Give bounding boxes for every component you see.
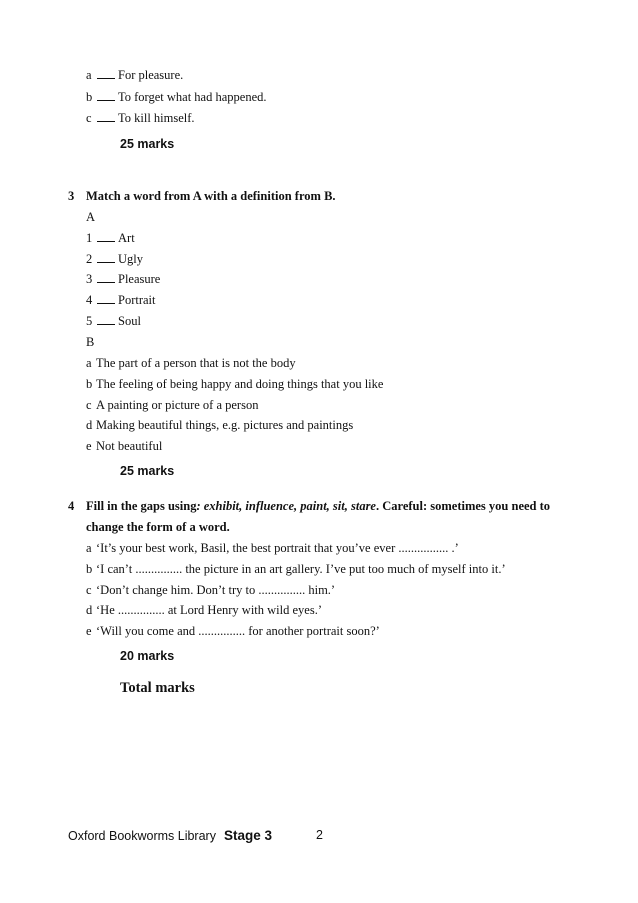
q2-item-letter: b: [86, 90, 93, 104]
answer-blank: [97, 303, 115, 304]
sentence-letter: e: [86, 624, 92, 638]
sentence-text: ‘Will you come and ............... for another portrait soon?’: [96, 624, 380, 638]
word-number: 2: [86, 252, 93, 266]
q2-item-c: [86, 111, 195, 126]
q2-marks: 25 marks: [120, 137, 175, 151]
sentence-item: [86, 603, 322, 618]
definition-item: [86, 356, 296, 371]
column-b-heading: B: [86, 335, 95, 349]
question-number: 4: [68, 499, 75, 513]
definition-text: The part of a person that is not the body: [96, 356, 296, 370]
q2-item-text: For pleasure.: [118, 68, 184, 82]
definition-text: Not beautiful: [96, 439, 163, 453]
word-number: 5: [86, 314, 93, 328]
definition-item: [86, 377, 383, 392]
sentence-text: ‘Don’t change him. Don’t try to ............... him.’: [96, 583, 336, 597]
page-number: 2: [316, 828, 323, 842]
q3-marks: 25 marks: [120, 464, 175, 478]
sentence-text: ‘It’s your best work, Basil, the best portrait that you’ve ever ................ .’: [96, 541, 459, 555]
sentence-letter: a: [86, 541, 92, 555]
q2-item-letter: c: [86, 111, 92, 125]
instruction-words: : exhibit, influence, paint, sit, stare: [196, 499, 376, 513]
sentence-letter: b: [86, 562, 93, 576]
q2-item-text: To kill himself.: [118, 111, 195, 125]
definition-letter: d: [86, 418, 93, 432]
definition-text: Making beautiful things, e.g. pictures and paintings: [96, 418, 354, 432]
instruction-line-2: change the form of a word.: [86, 520, 230, 534]
word-number: 3: [86, 272, 93, 286]
word-item: [86, 252, 143, 267]
sentence-letter: d: [86, 603, 93, 617]
answer-blank: [97, 324, 115, 325]
sentence-item: [86, 562, 506, 577]
definition-item: [86, 418, 353, 433]
instruction-end: . Careful: sometimes you need to: [375, 499, 551, 513]
definition-letter: c: [86, 398, 92, 412]
q4-marks: 20 marks: [120, 649, 175, 663]
word-text: Portrait: [118, 293, 156, 307]
question-number: 3: [68, 189, 75, 203]
definition-item: [86, 398, 258, 413]
q2-item-text: To forget what had happened.: [118, 90, 267, 104]
answer-blank: [97, 241, 115, 242]
word-number: 4: [86, 293, 93, 307]
page-footer: [68, 828, 323, 843]
definition-letter: e: [86, 439, 92, 453]
definition-letter: b: [86, 377, 93, 391]
answer-blank: [97, 282, 115, 283]
q2-item-b: [86, 90, 267, 105]
word-item: [86, 272, 160, 287]
sentence-item: [86, 624, 380, 639]
definition-item: [86, 439, 162, 454]
word-text: Pleasure: [118, 272, 161, 286]
footer-stage: Stage 3: [223, 828, 272, 843]
instruction-start: Fill in the gaps using: [86, 499, 197, 513]
word-text: Art: [118, 231, 135, 245]
sentence-item: [86, 541, 459, 556]
word-item: [86, 314, 141, 329]
q2-item-letter: a: [86, 68, 92, 82]
total-marks: Total marks: [120, 680, 195, 696]
word-item: [86, 293, 156, 308]
footer-library: Oxford Bookworms Library: [68, 829, 216, 843]
definition-text: A painting or picture of a person: [96, 398, 259, 412]
sentence-letter: c: [86, 583, 92, 597]
answer-blank: [97, 78, 115, 79]
answer-blank: [97, 100, 115, 101]
q2-item-a: [86, 68, 183, 83]
sentence-text: ‘I can’t ............... the picture in an art gallery. I’ve put too much of myself into it.’: [96, 562, 506, 576]
question-instruction: [86, 499, 550, 514]
definition-letter: a: [86, 356, 92, 370]
word-text: Ugly: [118, 252, 143, 266]
sentence-text: ‘He ............... at Lord Henry with wild eyes.’: [96, 603, 322, 617]
word-text: Soul: [118, 314, 141, 328]
word-number: 1: [86, 231, 93, 245]
definition-text: The feeling of being happy and doing things that you like: [96, 377, 384, 391]
column-a-heading: A: [86, 210, 96, 224]
answer-blank: [97, 262, 115, 263]
answer-blank: [97, 121, 115, 122]
word-item: [86, 231, 135, 246]
sentence-item: [86, 583, 335, 598]
question-instruction: Match a word from A with a definition from B.: [86, 189, 336, 203]
